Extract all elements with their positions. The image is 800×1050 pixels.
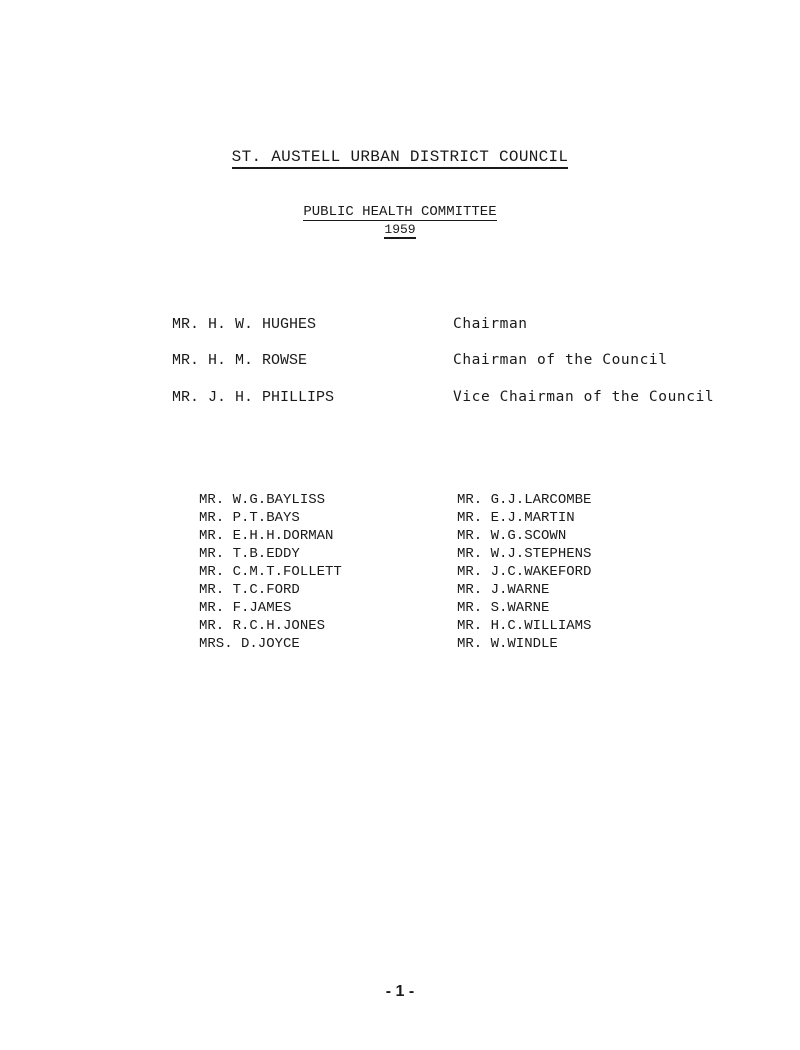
member-entry: MRS. D.JOYCE xyxy=(199,636,300,652)
member-entry: MR. H.C.WILLIAMS xyxy=(457,618,592,634)
member-entry: MR. C.M.T.FOLLETT xyxy=(199,564,342,580)
member-entry: MR. T.C.FORD xyxy=(199,582,300,598)
officer-role: Chairman of the Council xyxy=(453,352,668,368)
committee-title xyxy=(0,204,800,220)
council-title-text: ST. AUSTELL URBAN DISTRICT COUNCIL xyxy=(232,148,569,169)
member-entry: MR. W.J.STEPHENS xyxy=(457,546,592,562)
page-number: - 1 - xyxy=(385,983,415,1000)
member-entry: MR. G.J.LARCOMBE xyxy=(457,492,592,508)
officer-name: MR. H. M. ROWSE xyxy=(172,352,308,369)
member-entry: MR. W.WINDLE xyxy=(457,636,558,652)
officer-role: Vice Chairman of the Council xyxy=(453,389,715,405)
council-title xyxy=(0,148,800,166)
member-entry: MR. J.C.WAKEFORD xyxy=(457,564,592,580)
members-column-left xyxy=(199,491,342,653)
member-entry: MR. S.WARNE xyxy=(457,600,550,616)
committee-title-text: PUBLIC HEALTH COMMITTEE xyxy=(303,204,497,220)
officer-name: MR. J. H. PHILLIPS xyxy=(172,389,335,406)
officer-name: MR. H. W. HUGHES xyxy=(172,316,317,333)
member-entry: MR. J.WARNE xyxy=(457,582,550,598)
member-entry: MR. E.J.MARTIN xyxy=(457,510,575,526)
member-entry: MR. P.T.BAYS xyxy=(199,510,300,526)
member-entry: MR. E.H.H.DORMAN xyxy=(199,528,334,544)
member-entry: MR. W.G.SCOWN xyxy=(457,528,567,544)
officer-role: Chairman xyxy=(453,316,528,332)
committee-year xyxy=(0,222,800,237)
member-entry: MR. R.C.H.JONES xyxy=(199,618,326,634)
committee-year-text: 1959 xyxy=(384,222,416,237)
member-entry: MR. F.JAMES xyxy=(199,600,292,616)
member-entry: MR. T.B.EDDY xyxy=(199,546,300,562)
member-entry: MR. W.G.BAYLISS xyxy=(199,492,326,508)
members-column-right xyxy=(457,491,591,653)
